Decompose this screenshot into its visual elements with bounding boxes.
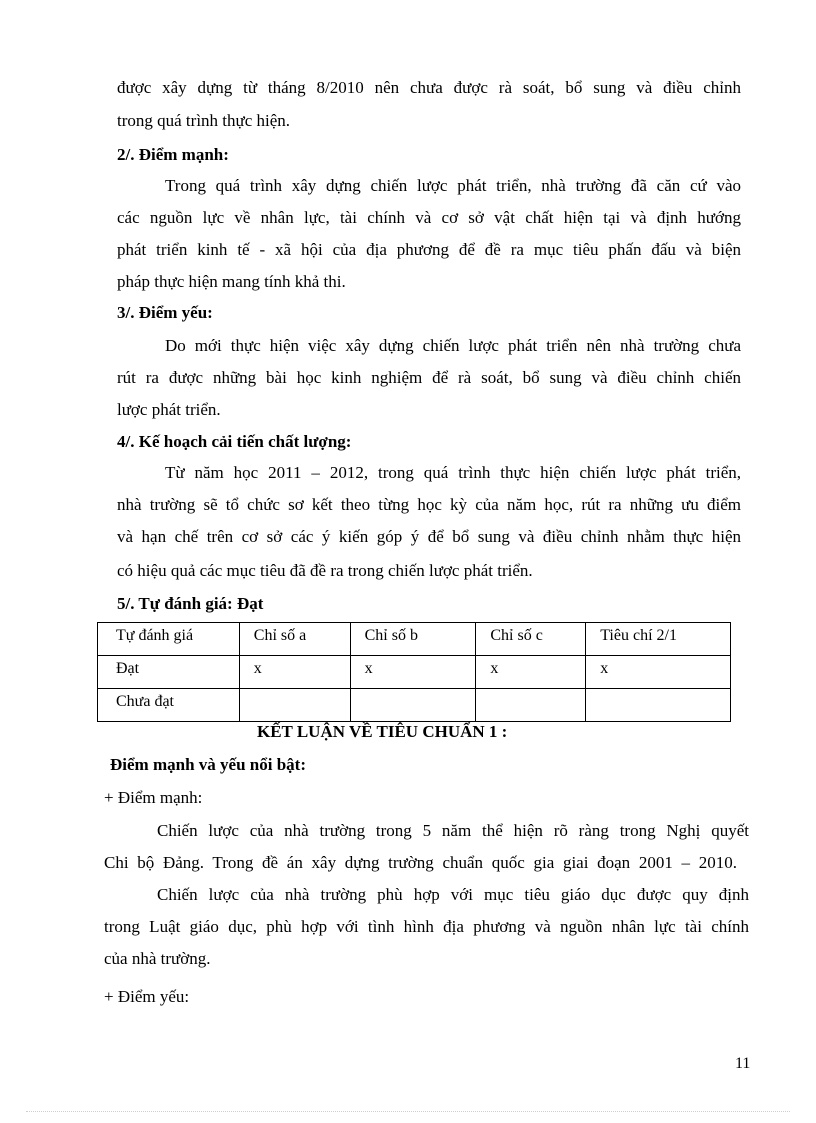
table-header-cell: Chỉ số b <box>350 623 476 656</box>
table-cell: x <box>476 656 586 689</box>
table-cell <box>476 689 586 722</box>
table-cell: x <box>239 656 350 689</box>
paragraph-line: Trong quá trình xây dựng chiến lược phát triển, nhà trường đã căn cứ vào <box>165 176 741 195</box>
weakness-label: + Điểm yếu: <box>104 987 190 1006</box>
section-heading-improvement-plan: 4/. Kế hoạch cải tiến chất lượng: <box>117 432 352 451</box>
self-assessment-table <box>97 622 731 722</box>
paragraph-line: rút ra được những bài học kinh nghiệm để rà soát, bổ sung và điều chỉnh chiến <box>117 368 741 387</box>
table-row <box>98 656 731 689</box>
table-row <box>98 689 731 722</box>
paragraph-line: Từ năm học 2011 – 2012, trong quá trình thực hiện chiến lược phát triển, <box>165 463 741 482</box>
paragraph-line: nhà trường sẽ tổ chức sơ kết theo từng học kỳ của năm học, rút ra những ưu điểm <box>117 495 741 514</box>
paragraph-line: được xây dựng từ tháng 8/2010 nên chưa được rà soát, bổ sung và điều chỉnh <box>117 78 741 97</box>
paragraph-line: Chi bộ Đảng. Trong đề án xây dựng trường chuẩn quốc gia giai đoạn 2001 – 2010. <box>104 853 737 872</box>
table-cell <box>239 689 350 722</box>
paragraph-line: và hạn chế trên cơ sở các ý kiến góp ý để bổ sung và điều chỉnh nhằm thực hiện <box>117 527 741 546</box>
table-cell <box>586 689 731 722</box>
table-header-row <box>98 623 731 656</box>
page-number: 11 <box>735 1055 751 1072</box>
table-header-cell: Chỉ số c <box>476 623 586 656</box>
table-cell: x <box>586 656 731 689</box>
conclusion-title: KẾT LUẬN VỀ TIÊU CHUẨN 1 : <box>257 722 508 741</box>
paragraph-line: trong Luật giáo dục, phù hợp với tình hình địa phương và nguồn nhân lực tài chính <box>104 917 749 936</box>
paragraph-line: Chiến lược của nhà trường phù hợp với mục tiêu giáo dục được quy định <box>157 885 749 904</box>
paragraph-line: các nguồn lực về nhân lực, tài chính và cơ sở vật chất hiện tại và định hướng <box>117 208 741 227</box>
paragraph-line: trong quá trình thực hiện. <box>117 111 291 130</box>
section-heading-self-assessment: 5/. Tự đánh giá: Đạt <box>117 594 264 613</box>
paragraph-line: pháp thực hiện mang tính khả thi. <box>117 272 346 291</box>
table-cell: x <box>350 656 476 689</box>
paragraph-line: có hiệu quả các mục tiêu đã đề ra trong chiến lược phát triển. <box>117 561 533 580</box>
paragraph-line: lược phát triển. <box>117 400 221 419</box>
section-heading-weaknesses: 3/. Điểm yếu: <box>117 303 213 322</box>
table-cell <box>350 689 476 722</box>
paragraph-line: của nhà trường. <box>104 949 211 968</box>
paragraph-line: Chiến lược của nhà trường trong 5 năm thể hiện rõ ràng trong Nghị quyết <box>157 821 749 840</box>
paragraph-line: phát triển kinh tế - xã hội của địa phương để đề ra mục tiêu phấn đấu và biện <box>117 240 741 259</box>
paragraph-line: Do mới thực hiện việc xây dựng chiến lược phát triển nên nhà trường chưa <box>165 336 741 355</box>
strength-label: + Điểm mạnh: <box>104 788 203 807</box>
table-cell: Chưa đạt <box>98 689 240 722</box>
table-header-cell: Tiêu chí 2/1 <box>586 623 731 656</box>
page-divider <box>26 1111 790 1112</box>
table-header-cell: Chỉ số a <box>239 623 350 656</box>
table-cell: Đạt <box>98 656 240 689</box>
section-heading-strengths: 2/. Điểm mạnh: <box>117 145 229 164</box>
conclusion-subtitle: Điểm mạnh và yếu nổi bật: <box>110 755 306 774</box>
table-header-cell: Tự đánh giá <box>98 623 240 656</box>
